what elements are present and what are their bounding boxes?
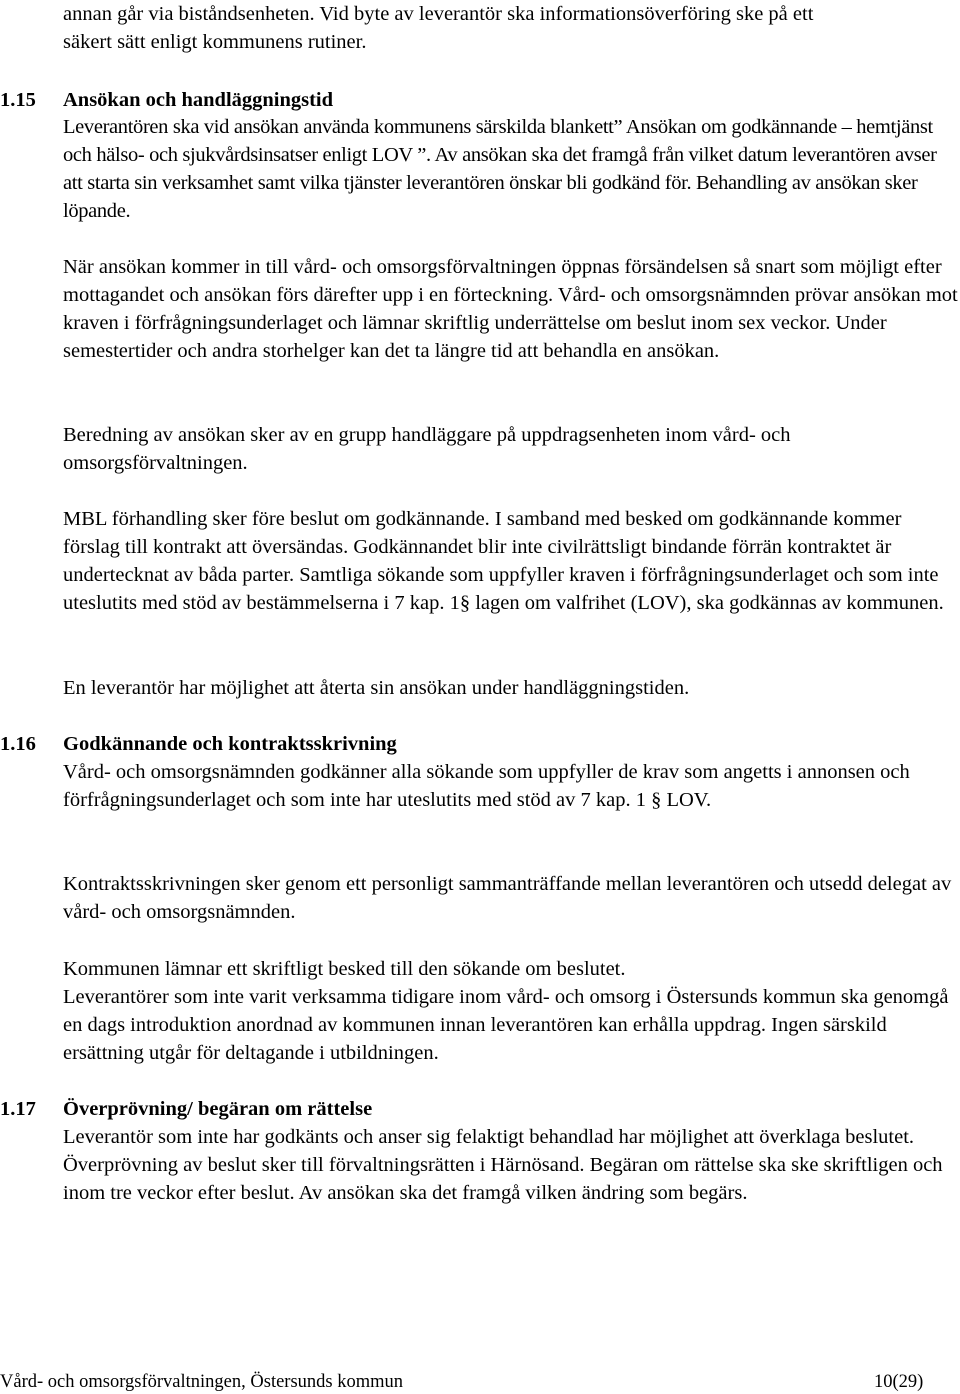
- intro-paragraph: [63, 0, 958, 56]
- section-1-16-heading: [0, 730, 958, 758]
- section-1-15-paragraph-2: När ansökan kommer in till vård- och omsorgsförvaltningen öppnas försändelsen så snart som möjligt efter mottagandet och ansökan förs därefter upp i en förteckning. Vård- och omsorgsnämnden prövar ansökan mot kraven i förfrågningsunderlaget och lämnar skriftlig underrättelse om beslut inom sex veckor. Under semestertider och andra storhelger kan det ta längre tid att behandla en ansökan.: [63, 256, 958, 362]
- section-title: Godkännande och kontraktsskrivning: [63, 733, 397, 755]
- section-number: 1.15: [0, 89, 36, 111]
- section-1-16-paragraph-1: Vård- och omsorgsnämnden godkänner alla sökande som uppfyller de krav som angetts i annonsen och förfrågningsunderlaget och som inte har uteslutits med stöd av 7 kap. 1 § LOV.: [63, 761, 910, 811]
- section-1-16-paragraph-2: Kontraktsskrivningen sker genom ett personligt sammanträffande mellan leverantören och utsedd delegat av vård- och omsorgsnämnden.: [63, 873, 952, 923]
- section-1-17-paragraph-1: Leverantör som inte har godkänts och anser sig felaktigt behandlad har möjlighet att överklaga beslutet. Överprövning av beslut sker till förvaltningsrätten i Härnösand. Begäran om rättelse ska ske skriftligen och inom tre veckor efter beslut. Av ansökan ska det framgå vilken ändring som begärs.: [63, 1126, 943, 1204]
- section-1-15-paragraph-4: MBL förhandling sker före beslut om godkännande. I samband med besked om godkännande kommer förslag till kontrakt att översändas. Godkännandet blir inte civilrättsligt bindande förrän kontraktet är undertecknat av båda parter. Samtliga sökande som uppfyller kraven i förfrågningsunderlaget och som inte uteslutits med stöd av bestämmelserna i 7 kap. 1§ lagen om valfrihet (LOV), ska godkännas av kommunen.: [63, 508, 944, 614]
- section-1-17-heading: [0, 1095, 958, 1123]
- intro-line-2: säkert sätt enligt kommunens rutiner.: [63, 31, 367, 53]
- section-number: 1.17: [0, 1098, 36, 1120]
- section-1-15-paragraph-1: Leverantören ska vid ansökan använda kommunens särskilda blankett” Ansökan om godkännande – hemtjänst och hälso- och sjukvårdsinsatser enligt LOV ”. Av ansökan ska det framgå från vilket datum leverantören avser att starta sin verksamhet samt vilka tjänster leverantören önskar bli godkänd för. Behandling av ansökan sker löpande.: [63, 116, 937, 222]
- footer-organization: Vård- och omsorgsförvaltningen, Östersunds kommun: [0, 1372, 404, 1392]
- section-number: 1.16: [0, 733, 36, 755]
- section-1-16-paragraph-3: Kommunen lämnar ett skriftligt besked till den sökande om beslutet. Leverantörer som inte varit verksamma tidigare inom vård- och omsorg i Östersunds kommun ska genomgå en dags introduktion anordnad av kommunen innan leverantören kan erhålla uppdrag. Ingen särskild ersättning utgår för deltagande i utbildningen.: [63, 958, 949, 1064]
- section-1-15-paragraph-5: En leverantör har möjlighet att återta sin ansökan under handläggningstiden.: [63, 677, 690, 699]
- section-1-15-heading: [0, 86, 958, 114]
- section-title: Överprövning/ begäran om rättelse: [63, 1098, 373, 1120]
- footer-page-number: 10(29): [874, 1372, 924, 1392]
- section-title: Ansökan och handläggningstid: [63, 89, 334, 111]
- section-1-15-paragraph-3: Beredning av ansökan sker av en grupp handläggare på uppdragsenheten inom vård- och omsorgsförvaltningen.: [63, 424, 791, 474]
- intro-line-1: annan går via biståndsenheten. Vid byte av leverantör ska informationsöverföring ske på ett: [63, 3, 814, 25]
